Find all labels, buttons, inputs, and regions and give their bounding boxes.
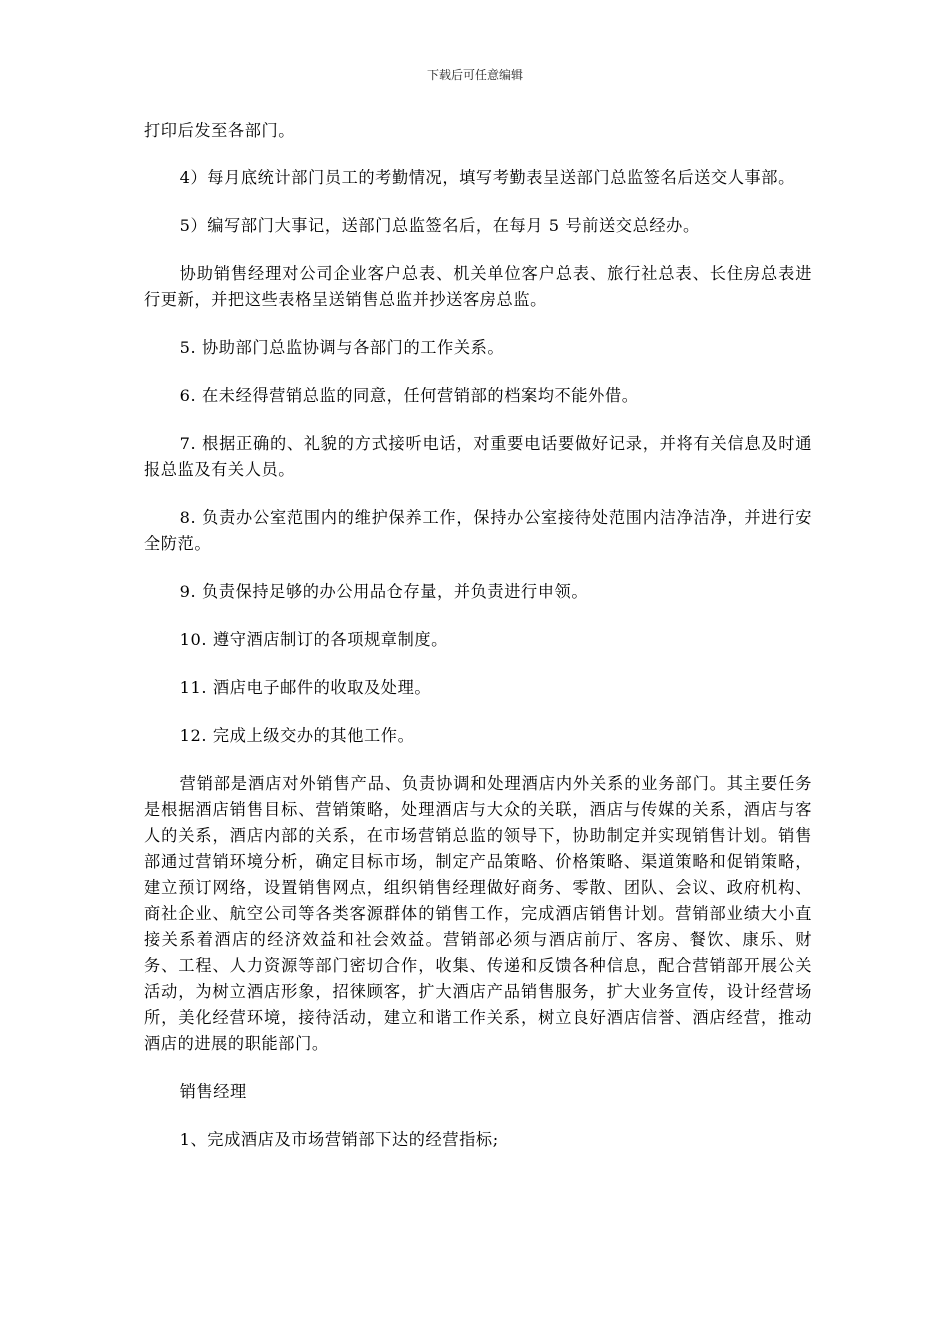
header-note: 下载后可任意编辑 — [426, 68, 523, 82]
paragraph-item-10: 10. 遵守酒店制订的各项规章制度。 — [179, 630, 448, 649]
paragraph-customer-tables: 协助销售经理对公司企业客户总表、机关单位客户总表、旅行社总表、长住房总表进行更新，并把这些表格呈送销售总监并抄送客房总监。 — [144, 264, 812, 309]
paragraph-item-7: 7. 根据正确的、礼貌的方式接听电话，对重要电话要做好记录，并将有关信息及时通报总监及有关人员。 — [144, 434, 812, 479]
paragraph-item-9: 9. 负责保持足够的办公用品仓存量，并负责进行申领。 — [179, 582, 589, 601]
paragraph-item-6: 6. 在未经得营销总监的同意，任何营销部的档案均不能外借。 — [179, 386, 639, 405]
paragraph-marketing-department: 营销部是酒店对外销售产品、负责协调和处理酒店内外关系的业务部门。其主要任务是根据酒店销售目标、营销策略，处理酒店与大众的关联，酒店与传媒的关系，酒店与客人的关系，酒店内部的关系，在市场营销总监的领导下，协助制定并实现销售计划。销售部通过营销环境分析，确定目标市场，制定产品策略、价格策略、渠道策略和促销策略，建立预订网络，设置销售网点，组织销售经理做好商务、零散、团队、会议、政府机构、商社企业、航空公司等各类客源群体的销售工作，完成酒店销售计划。营销部业绩大小直接关系着酒店的经济效益和社会效益。营销部必须与酒店前厅、客房、餐饮、康乐、财务、工程、人力资源等部门密切合作，收集、传递和反馈各种信息，配合营销部开展公关活动，为树立酒店形象，招徕顾客，扩大酒店产品销售服务，扩大业务宣传，设计经营场所，美化经营环境，接待活动，建立和谐工作关系，树立良好酒店信誉、酒店经营，推动酒店的进展的职能部门。 — [144, 774, 812, 1053]
paragraph-attendance: 4）每月底统计部门员工的考勤情况，填写考勤表呈送部门总监签名后送交人事部。 — [179, 168, 795, 187]
paragraph-department-record: 5）编写部门大事记，送部门总监签名后，在每月 5 号前送交总经办。 — [179, 216, 700, 235]
section-title-sales-manager: 销售经理 — [179, 1082, 247, 1101]
paragraph-item-12: 12. 完成上级交办的其他工作。 — [179, 726, 415, 745]
paragraph-item-5: 5. 协助部门总监协调与各部门的工作关系。 — [179, 338, 505, 357]
paragraph-item-8: 8. 负责办公室范围内的维护保养工作，保持办公室接待处范围内洁净洁净，并进行安全防范。 — [144, 508, 812, 553]
paragraph-print-distribute: 打印后发至各部门。 — [144, 121, 296, 140]
document-body — [144, 118, 812, 1175]
paragraph-sales-target: 1、完成酒店及市场营销部下达的经营指标; — [179, 1130, 499, 1149]
paragraph-item-11: 11. 酒店电子邮件的收取及处理。 — [179, 678, 432, 697]
